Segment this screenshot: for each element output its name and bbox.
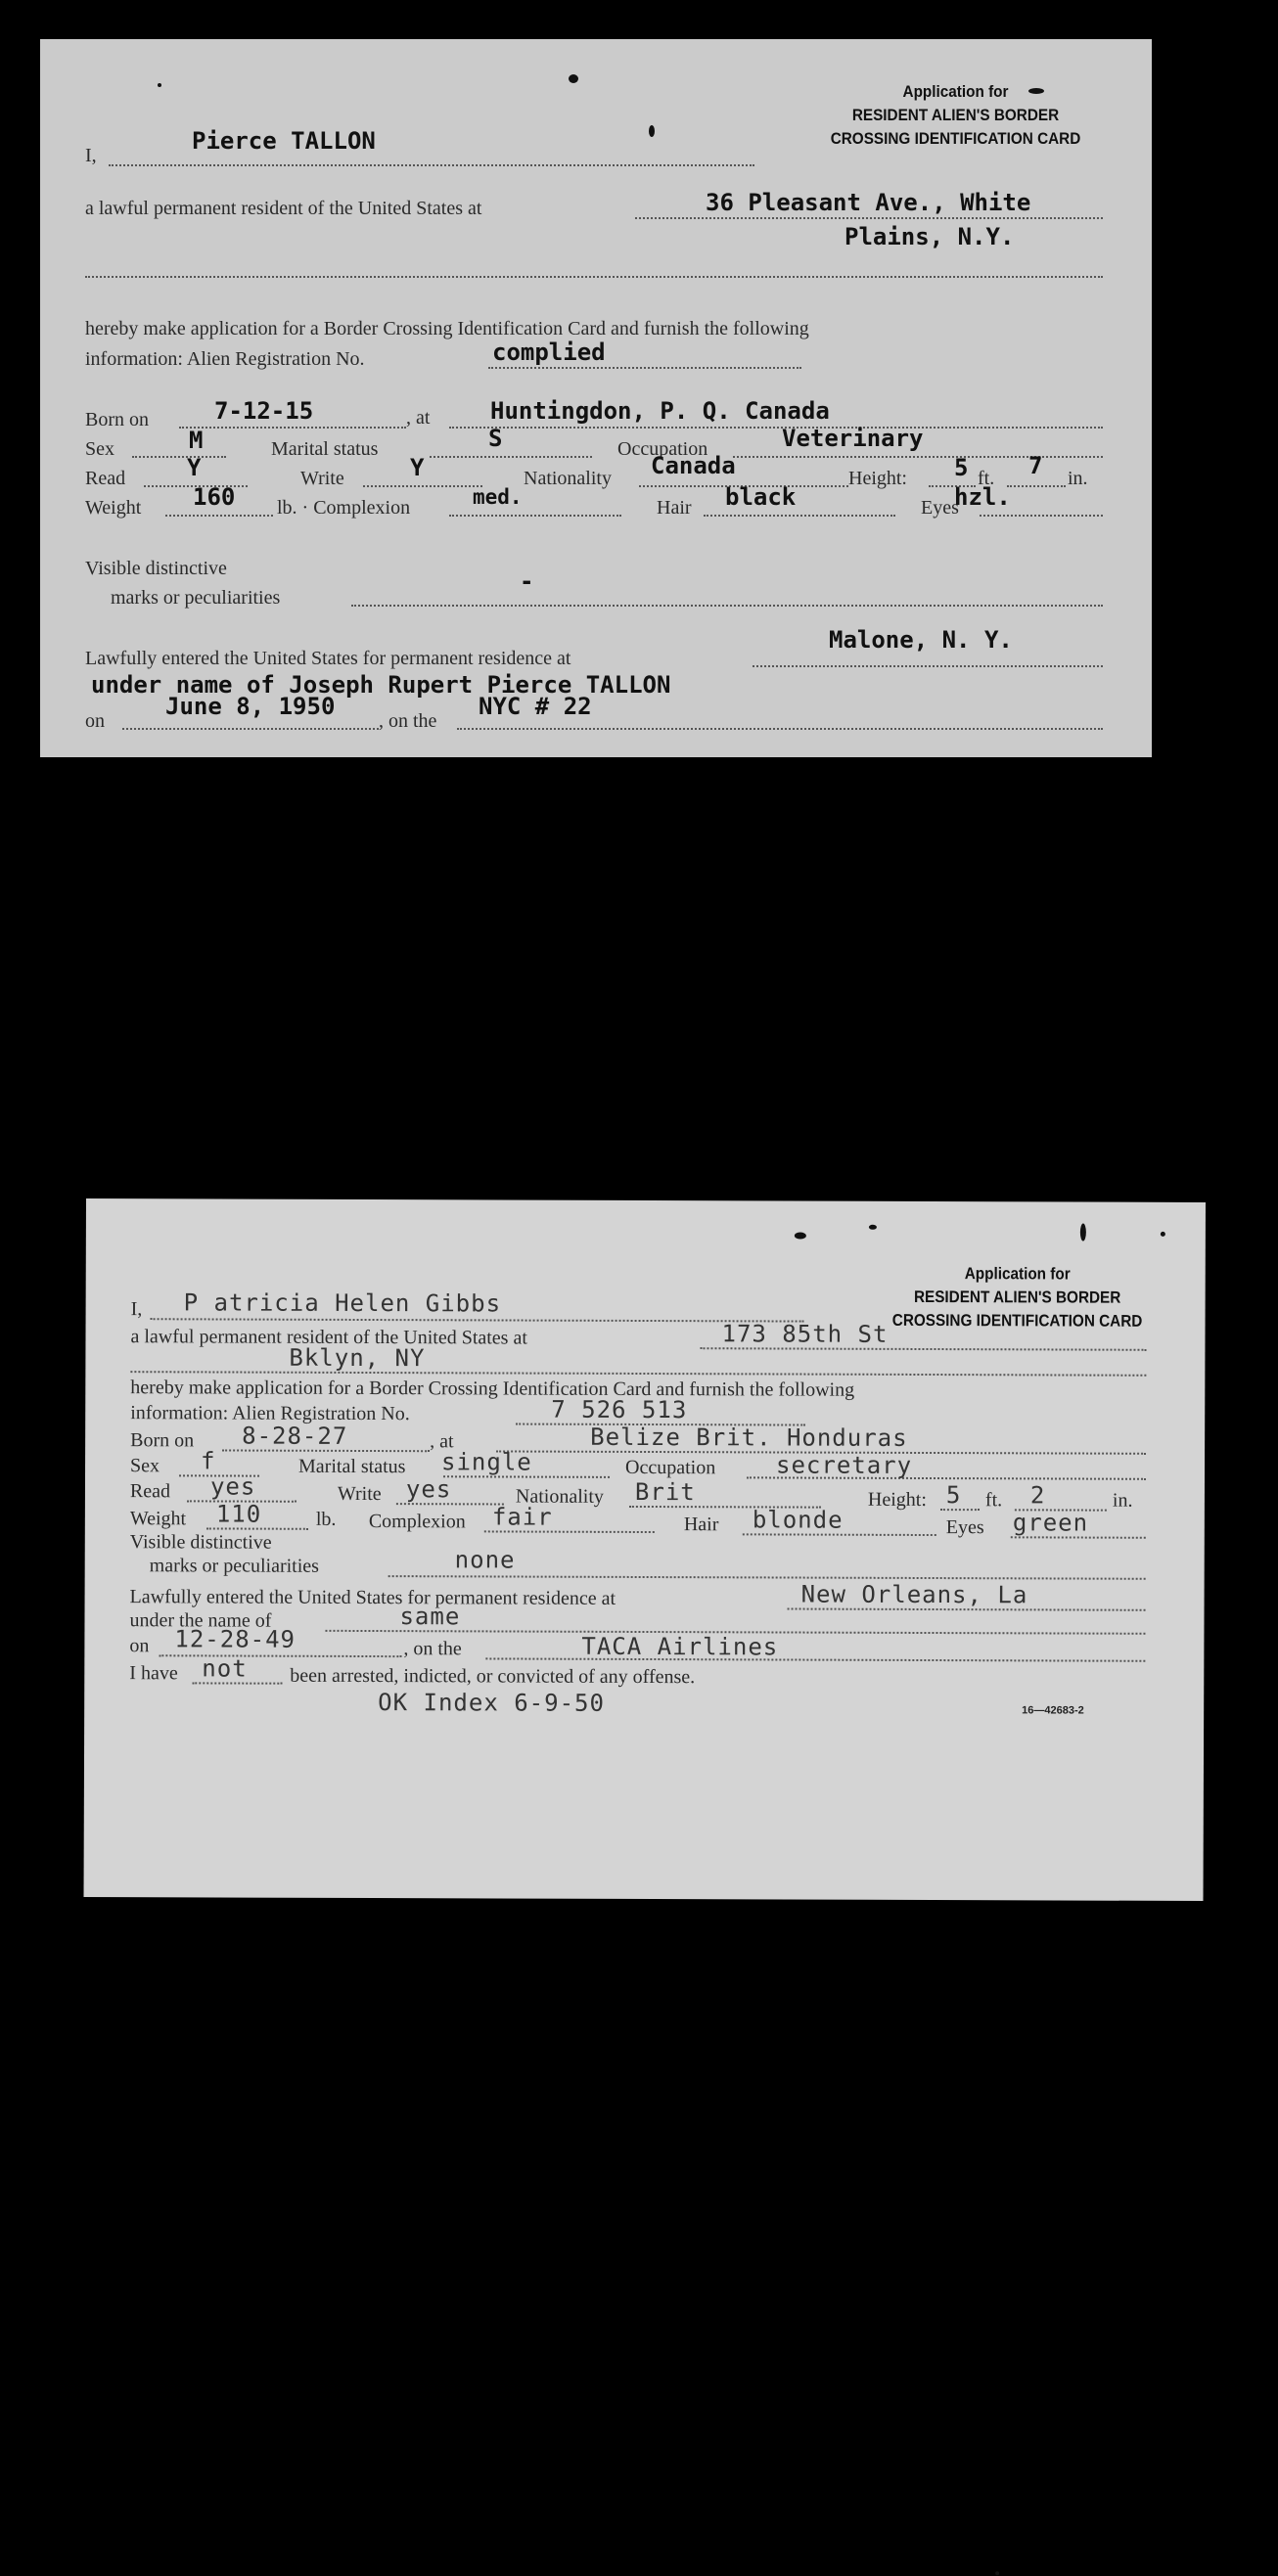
ink-speck — [795, 1233, 806, 1240]
entry-place: New Orleans, La — [800, 1580, 1028, 1609]
complexion-value: fair — [491, 1503, 553, 1531]
field-line — [449, 427, 1103, 429]
entry-via: NYC # 22 — [479, 693, 592, 720]
label-marital-status: Marital status — [298, 1455, 406, 1478]
header-line-1: Application for — [902, 82, 1009, 101]
header-line-1: Application for — [964, 1264, 1071, 1284]
address-line-1: 36 Pleasant Ave., White — [706, 189, 1031, 216]
field-line — [753, 665, 1103, 667]
under-name-value: same — [399, 1603, 461, 1631]
ink-speck — [1080, 1224, 1086, 1242]
label-born-on: Born on — [130, 1429, 195, 1452]
header-line-2: RESIDENT ALIEN'S BORDER — [851, 106, 1060, 124]
field-line — [733, 456, 1103, 458]
field-line — [700, 1347, 1146, 1351]
under-name-value: under name of Joseph Rupert Pierce TALLON — [91, 671, 671, 699]
alien-registration-number: 7 526 513 — [551, 1395, 688, 1424]
ink-speck — [995, 2571, 999, 2575]
applicant-name: Pierce TALLON — [192, 127, 376, 155]
field-line — [1007, 485, 1066, 487]
field-line — [980, 515, 1103, 517]
ink-speck — [1161, 1232, 1165, 1237]
label-height: Height: — [867, 1488, 927, 1511]
label-occupation: Occupation — [625, 1456, 716, 1479]
label-on: on — [85, 710, 105, 732]
nationality-value: Canada — [651, 452, 736, 479]
ink-speck — [869, 1225, 877, 1230]
field-line — [940, 1509, 980, 1511]
label-hereby-2: information: Alien Registration No. — [85, 348, 365, 370]
birth-date: 8-28-27 — [242, 1422, 348, 1450]
label-occupation: Occupation — [617, 438, 708, 460]
border-crossing-card-patricia-gibbs — [84, 1198, 1206, 1901]
field-line — [132, 456, 226, 458]
label-i-have: I have — [129, 1662, 178, 1685]
label-at: , at — [430, 1430, 454, 1453]
field-line — [457, 728, 1103, 730]
field-line — [122, 728, 379, 730]
label-lb: lb. — [315, 1508, 337, 1530]
applicant-name: P atricia Helen Gibbs — [183, 1288, 502, 1318]
card-header — [877, 1262, 1159, 1333]
field-line — [206, 1527, 308, 1529]
label-feet: ft. — [984, 1489, 1003, 1512]
header-line-2: RESIDENT ALIEN'S BORDER — [913, 1287, 1121, 1307]
weight-value: 160 — [193, 483, 236, 511]
address-line-1: 173 85th St — [721, 1320, 889, 1348]
label-arrested: been arrested, indicted, or convicted of any offense. — [290, 1664, 696, 1689]
label-eyes: Eyes — [945, 1516, 984, 1539]
ink-speck — [569, 74, 578, 83]
label-write: Write — [300, 468, 344, 489]
header-line-3: CROSSING IDENTIFICATION CARD — [830, 129, 1081, 148]
label-lawfully-entered: Lawfully entered the United States for permanent residence at — [129, 1586, 616, 1609]
occupation-value: Veterinary — [782, 425, 924, 452]
marks-value: none — [454, 1546, 516, 1574]
card-header — [810, 80, 1101, 151]
field-line — [1011, 1536, 1146, 1538]
read-value: yes — [209, 1472, 256, 1501]
label-hereby-2: information: Alien Registration No. — [130, 1402, 410, 1425]
form-number: 16—42683-2 — [1022, 1704, 1084, 1717]
label-sex: Sex — [130, 1455, 160, 1477]
label-weight: Weight — [129, 1508, 187, 1530]
entry-place: Malone, N. Y. — [829, 626, 1013, 654]
read-value: Y — [187, 454, 202, 481]
label-hair: Hair — [657, 497, 692, 519]
label-under-name: under the name of — [129, 1609, 272, 1632]
label-hair: Hair — [683, 1514, 719, 1536]
eyes-value: green — [1012, 1509, 1089, 1537]
field-line — [704, 515, 895, 517]
hair-value: blonde — [752, 1506, 844, 1534]
height-feet: 5 — [945, 1481, 962, 1510]
label-write: Write — [337, 1482, 382, 1506]
alien-registration-number: complied — [492, 339, 606, 366]
field-line — [743, 1533, 936, 1536]
marital-status-value: S — [488, 425, 503, 452]
height-feet: 5 — [954, 454, 969, 481]
index-note: OK Index 6-9-50 — [378, 1689, 606, 1717]
complexion-value: med. — [473, 485, 523, 509]
field-line — [192, 1682, 282, 1684]
write-value: Y — [410, 454, 425, 481]
field-line — [488, 367, 801, 369]
label-inches: in. — [1112, 1489, 1133, 1512]
field-line — [388, 1575, 1146, 1580]
entry-date: June 8, 1950 — [165, 693, 336, 720]
birth-date: 7-12-15 — [214, 397, 314, 425]
field-line — [443, 1475, 610, 1478]
birth-place: Huntingdon, P. Q. Canada — [490, 397, 830, 425]
field-line — [363, 485, 482, 487]
sex-value: f — [201, 1447, 216, 1475]
marital-status-value: single — [441, 1448, 532, 1476]
label-hereby-1: hereby make application for a Border Crossing Identification Card and furnish the following — [130, 1377, 855, 1401]
field-line — [165, 515, 273, 517]
field-line — [484, 1530, 655, 1533]
address-line-2: Plains, N.Y. — [844, 223, 1015, 250]
birth-place: Belize Brit. Honduras — [590, 1423, 908, 1452]
occupation-value: secretary — [776, 1451, 913, 1479]
field-line — [109, 164, 754, 166]
entry-date: 12-28-49 — [174, 1625, 297, 1653]
label-hereby-1: hereby make application for a Border Crossing Identification Card and furnish the following — [85, 318, 809, 339]
field-line — [430, 456, 592, 458]
field-line — [396, 1503, 504, 1505]
field-line — [179, 427, 406, 429]
header-line-3: CROSSING IDENTIFICATION CARD — [891, 1310, 1143, 1331]
ink-speck — [649, 125, 655, 137]
label-on-the: , on the — [379, 710, 437, 732]
field-line — [449, 515, 621, 517]
eyes-value: hzl. — [954, 483, 1011, 511]
height-inches: 2 — [1029, 1481, 1046, 1510]
label-height: Height: — [848, 468, 907, 489]
label-inches: in. — [1068, 468, 1088, 489]
field-line — [222, 1449, 430, 1452]
label-feet: ft. — [978, 468, 995, 489]
label-sex: Sex — [85, 438, 114, 460]
height-inches: 7 — [1028, 452, 1043, 479]
label-visible-1: Visible distinctive — [129, 1531, 272, 1554]
nationality-value: Brit — [634, 1477, 696, 1507]
sex-value: M — [189, 427, 204, 454]
label-visible-1: Visible distinctive — [85, 558, 227, 579]
field-line — [635, 217, 1103, 219]
write-value: yes — [405, 1475, 452, 1504]
hair-value: black — [725, 483, 797, 511]
field-line — [85, 276, 1103, 278]
label-eyes: Eyes — [921, 497, 959, 519]
label-born-on: Born on — [85, 409, 149, 430]
label-on-the: , on the — [403, 1638, 462, 1660]
label-marital-status: Marital status — [271, 438, 379, 460]
label-nationality: Nationality — [515, 1485, 604, 1508]
entry-via: TACA Airlines — [581, 1632, 779, 1661]
weight-value: 110 — [215, 1500, 262, 1528]
field-line — [159, 1654, 401, 1657]
label-visible-2: marks or peculiarities — [111, 587, 281, 609]
label-on: on — [129, 1635, 150, 1657]
label-resident-at: a lawful permanent resident of the United States at — [130, 1326, 527, 1349]
field-line — [130, 1371, 1146, 1377]
label-visible-2: marks or peculiarities — [149, 1555, 320, 1577]
label-at: , at — [406, 407, 431, 429]
label-complexion: Complexion — [368, 1511, 466, 1533]
have-not-value: not — [202, 1654, 248, 1683]
label-weight: Weight — [85, 497, 142, 519]
label-lb-complexion: lb. · Complexion — [277, 497, 411, 519]
label-lawfully-entered: Lawfully entered the United States for permanent residence at — [85, 648, 571, 669]
label-read: Read — [85, 468, 126, 489]
label-i: I, — [130, 1298, 143, 1321]
label-nationality: Nationality — [524, 468, 612, 489]
marks-value: - — [520, 567, 534, 595]
field-line — [351, 605, 1103, 607]
address-line-2: Bklyn, NY — [289, 1343, 426, 1373]
ink-speck — [158, 83, 161, 87]
label-read: Read — [129, 1480, 171, 1503]
label-resident-at: a lawful permanent resident of the United States at — [85, 198, 482, 219]
label-i: I, — [85, 145, 97, 166]
border-crossing-card-pierce-tallon — [40, 39, 1152, 757]
field-line — [151, 1318, 804, 1322]
